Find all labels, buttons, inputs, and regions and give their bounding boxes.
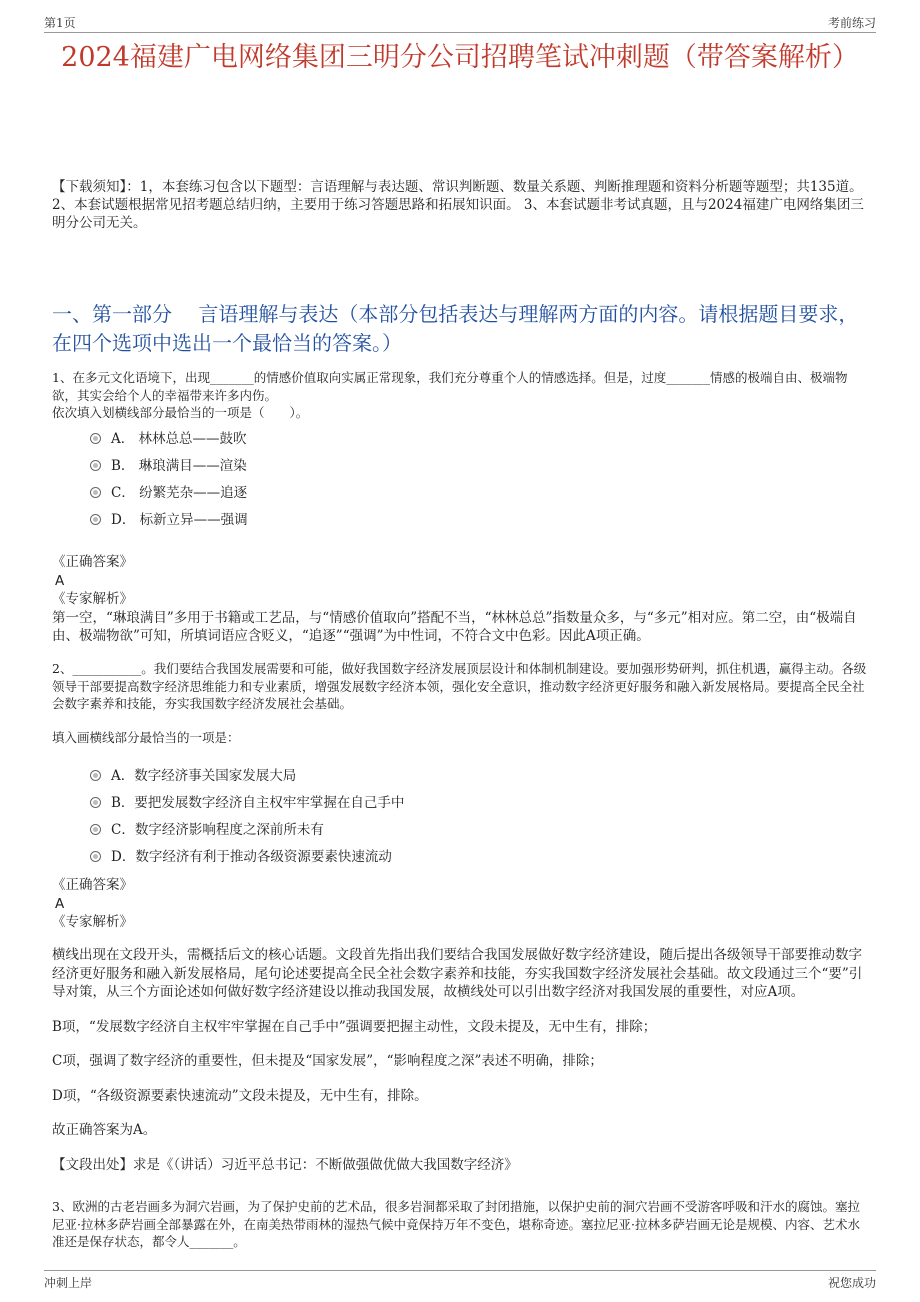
- analysis-paragraph: D项，“各级资源要素快速流动”文段未提及，无中生有，排除。: [52, 1087, 428, 1104]
- question-2-prompt: 填入画横线部分最恰当的一项是：: [52, 729, 240, 745]
- question-2-answer: A: [55, 896, 65, 912]
- analysis-label: 《专家解析》: [52, 591, 133, 607]
- analysis-paragraph: B项，“发展数字经济自主权牢牢掌握在自己手中”强调要把握主动性，文段未提及，无中生有，排除；: [52, 1018, 657, 1035]
- analysis-paragraph: C项，强调了数字经济的重要性，但未提及“国家发展”，“影响程度之深”表述不明确，排除；: [52, 1053, 603, 1069]
- question-1-analysis: 第一空，“琳琅满目”多用于书籍或工艺品，与“情感价值取向”搭配不当，“林林总总”指数量众多，与“多元”相对应。第二空，由“极端自由、极端物欲”可知，所填词语应含贬义，“追逐”“强调”为中性词，不符合文中色彩。因此A项正确。: [52, 610, 857, 644]
- footer-right: 祝您成功: [827, 1276, 876, 1290]
- question-2-stem: 2、___________。我们要结合我国发展需要和可能，做好我国数字经济发展顶层设计和体制机制建设。要加强形势研判，抓住机遇，赢得主动。各级领导干部要提高数字经济思维能力和专业素质，增强发展数字经济本领，强化安全意识，推动数字经济更好服务和融入新发展格局。要提高全民全社会数字素养和技能，夯实我国数字经济发展社会基础。: [52, 661, 867, 711]
- analysis-label: 《专家解析》: [52, 914, 133, 930]
- document-title: 2024福建广电网络集团三明分公司招聘笔试冲刺题（带答案解析）: [61, 42, 859, 73]
- question-2-option-c[interactable]: C．数字经济影响程度之深前所未有: [90, 817, 404, 844]
- download-notice: 【下载须知】：1，本套练习包含以下题型：言语理解与表达题、常识判断题、数量关系题、判断推理题和资料分析题等题型；共135道。 2、本套试题根据常见招考题总结归纳，主要用于练习答题思路和拓展知识面。 3、本套试题非考试真题，且与2024福建广电网络集团三明分公司无关。: [52, 179, 864, 231]
- question-3-stem-block: [52, 1198, 872, 1251]
- question-2-answer-block: [52, 876, 872, 932]
- question-1-options: [90, 426, 248, 534]
- footer-left: 冲刺上岸: [44, 1276, 93, 1290]
- analysis-paragraph: 故正确答案为A。: [52, 1122, 157, 1138]
- question-1-option-c[interactable]: C． 纷繁芜杂——追逐: [90, 480, 248, 507]
- question-1-prompt: 依次填入划横线部分最恰当的一项是（ ）。: [52, 405, 309, 420]
- question-1-stem: 1、在多元文化语境下，出现_______的情感价值取向实属正常现象，我们充分尊重个人的情感选择。但是，过度_______情感的极端自由、极端物欲，其实会给个人的幸福带来许多内伤。: [52, 370, 848, 403]
- question-2-analysis: [52, 946, 872, 1174]
- question-3-stem: 3、欧洲的古老岩画多为洞穴岩画，为了保护史前的艺术品，很多岩洞都采取了封闭措施，以保护史前的洞穴岩画不受游客呼吸和汗水的腐蚀。塞拉尼亚·拉林多萨岩画全部暴露在外，在南美热带雨林的湿热气候中竟保持万年不变色，堪称奇迹。塞拉尼亚·拉林多萨岩画无论是规模、内容、艺术水准还是保存状态，都令人_______。: [52, 1199, 860, 1249]
- question-2-option-b[interactable]: B．要把发展数字经济自主权牢牢掌握在自己手中: [90, 790, 404, 817]
- radio-icon[interactable]: [90, 487, 101, 498]
- radio-icon[interactable]: [90, 824, 101, 835]
- analysis-paragraph: 横线出现在文段开头，需概括后文的核心话题。文段首先指出我们要结合我国发展做好数字经济建设，随后提出各级领导干部要推动数字经济更好服务和融入新发展格局，尾句论述要提高全民全社会数字素养和技能，夯实我国数字经济发展社会基础。故文段通过三个“要”引导对策，从三个方面论述如何做好数字经济建设以推动我国发展，故横线处可以引出数字经济对我国发展的重要性，对应A项。: [52, 947, 863, 1000]
- section-heading: 一、第一部分 言语理解与表达（本部分包括表达与理解两方面的内容。请根据题目要求，在四个选项中选出一个最恰当的答案。）: [52, 302, 859, 355]
- question-2-option-a[interactable]: A．数字经济事关国家发展大局: [90, 763, 404, 790]
- answer-label: 《正确答案》: [52, 877, 133, 893]
- source-citation: 【文段出处】求是《（讲话）习近平总书记：不断做强做优做大我国数字经济》: [52, 1156, 518, 1173]
- radio-icon[interactable]: [90, 851, 101, 862]
- page-number: 第1页: [44, 16, 76, 30]
- question-1-option-b[interactable]: B． 琳琅满目——渲染: [90, 453, 248, 480]
- question-1-stem-block: [52, 369, 872, 422]
- question-2-options: [90, 763, 404, 871]
- radio-icon[interactable]: [90, 514, 101, 525]
- radio-icon[interactable]: [90, 770, 101, 781]
- question-1-answer-block: [52, 553, 872, 645]
- question-1-option-a[interactable]: A． 林林总总——鼓吹: [90, 426, 248, 453]
- page-footer: [44, 1270, 876, 1291]
- answer-label: 《正确答案》: [52, 554, 133, 570]
- header-tag: 考前练习: [827, 16, 876, 30]
- question-2-stem-block: [52, 660, 872, 746]
- page-header: [44, 14, 876, 33]
- radio-icon[interactable]: [90, 460, 101, 471]
- question-2-option-d[interactable]: D．数字经济有利于推动各级资源要素快速流动: [90, 844, 404, 871]
- radio-icon[interactable]: [90, 433, 101, 444]
- question-1-option-d[interactable]: D． 标新立异——强调: [90, 507, 248, 534]
- question-1-answer: A: [55, 573, 65, 589]
- radio-icon[interactable]: [90, 797, 101, 808]
